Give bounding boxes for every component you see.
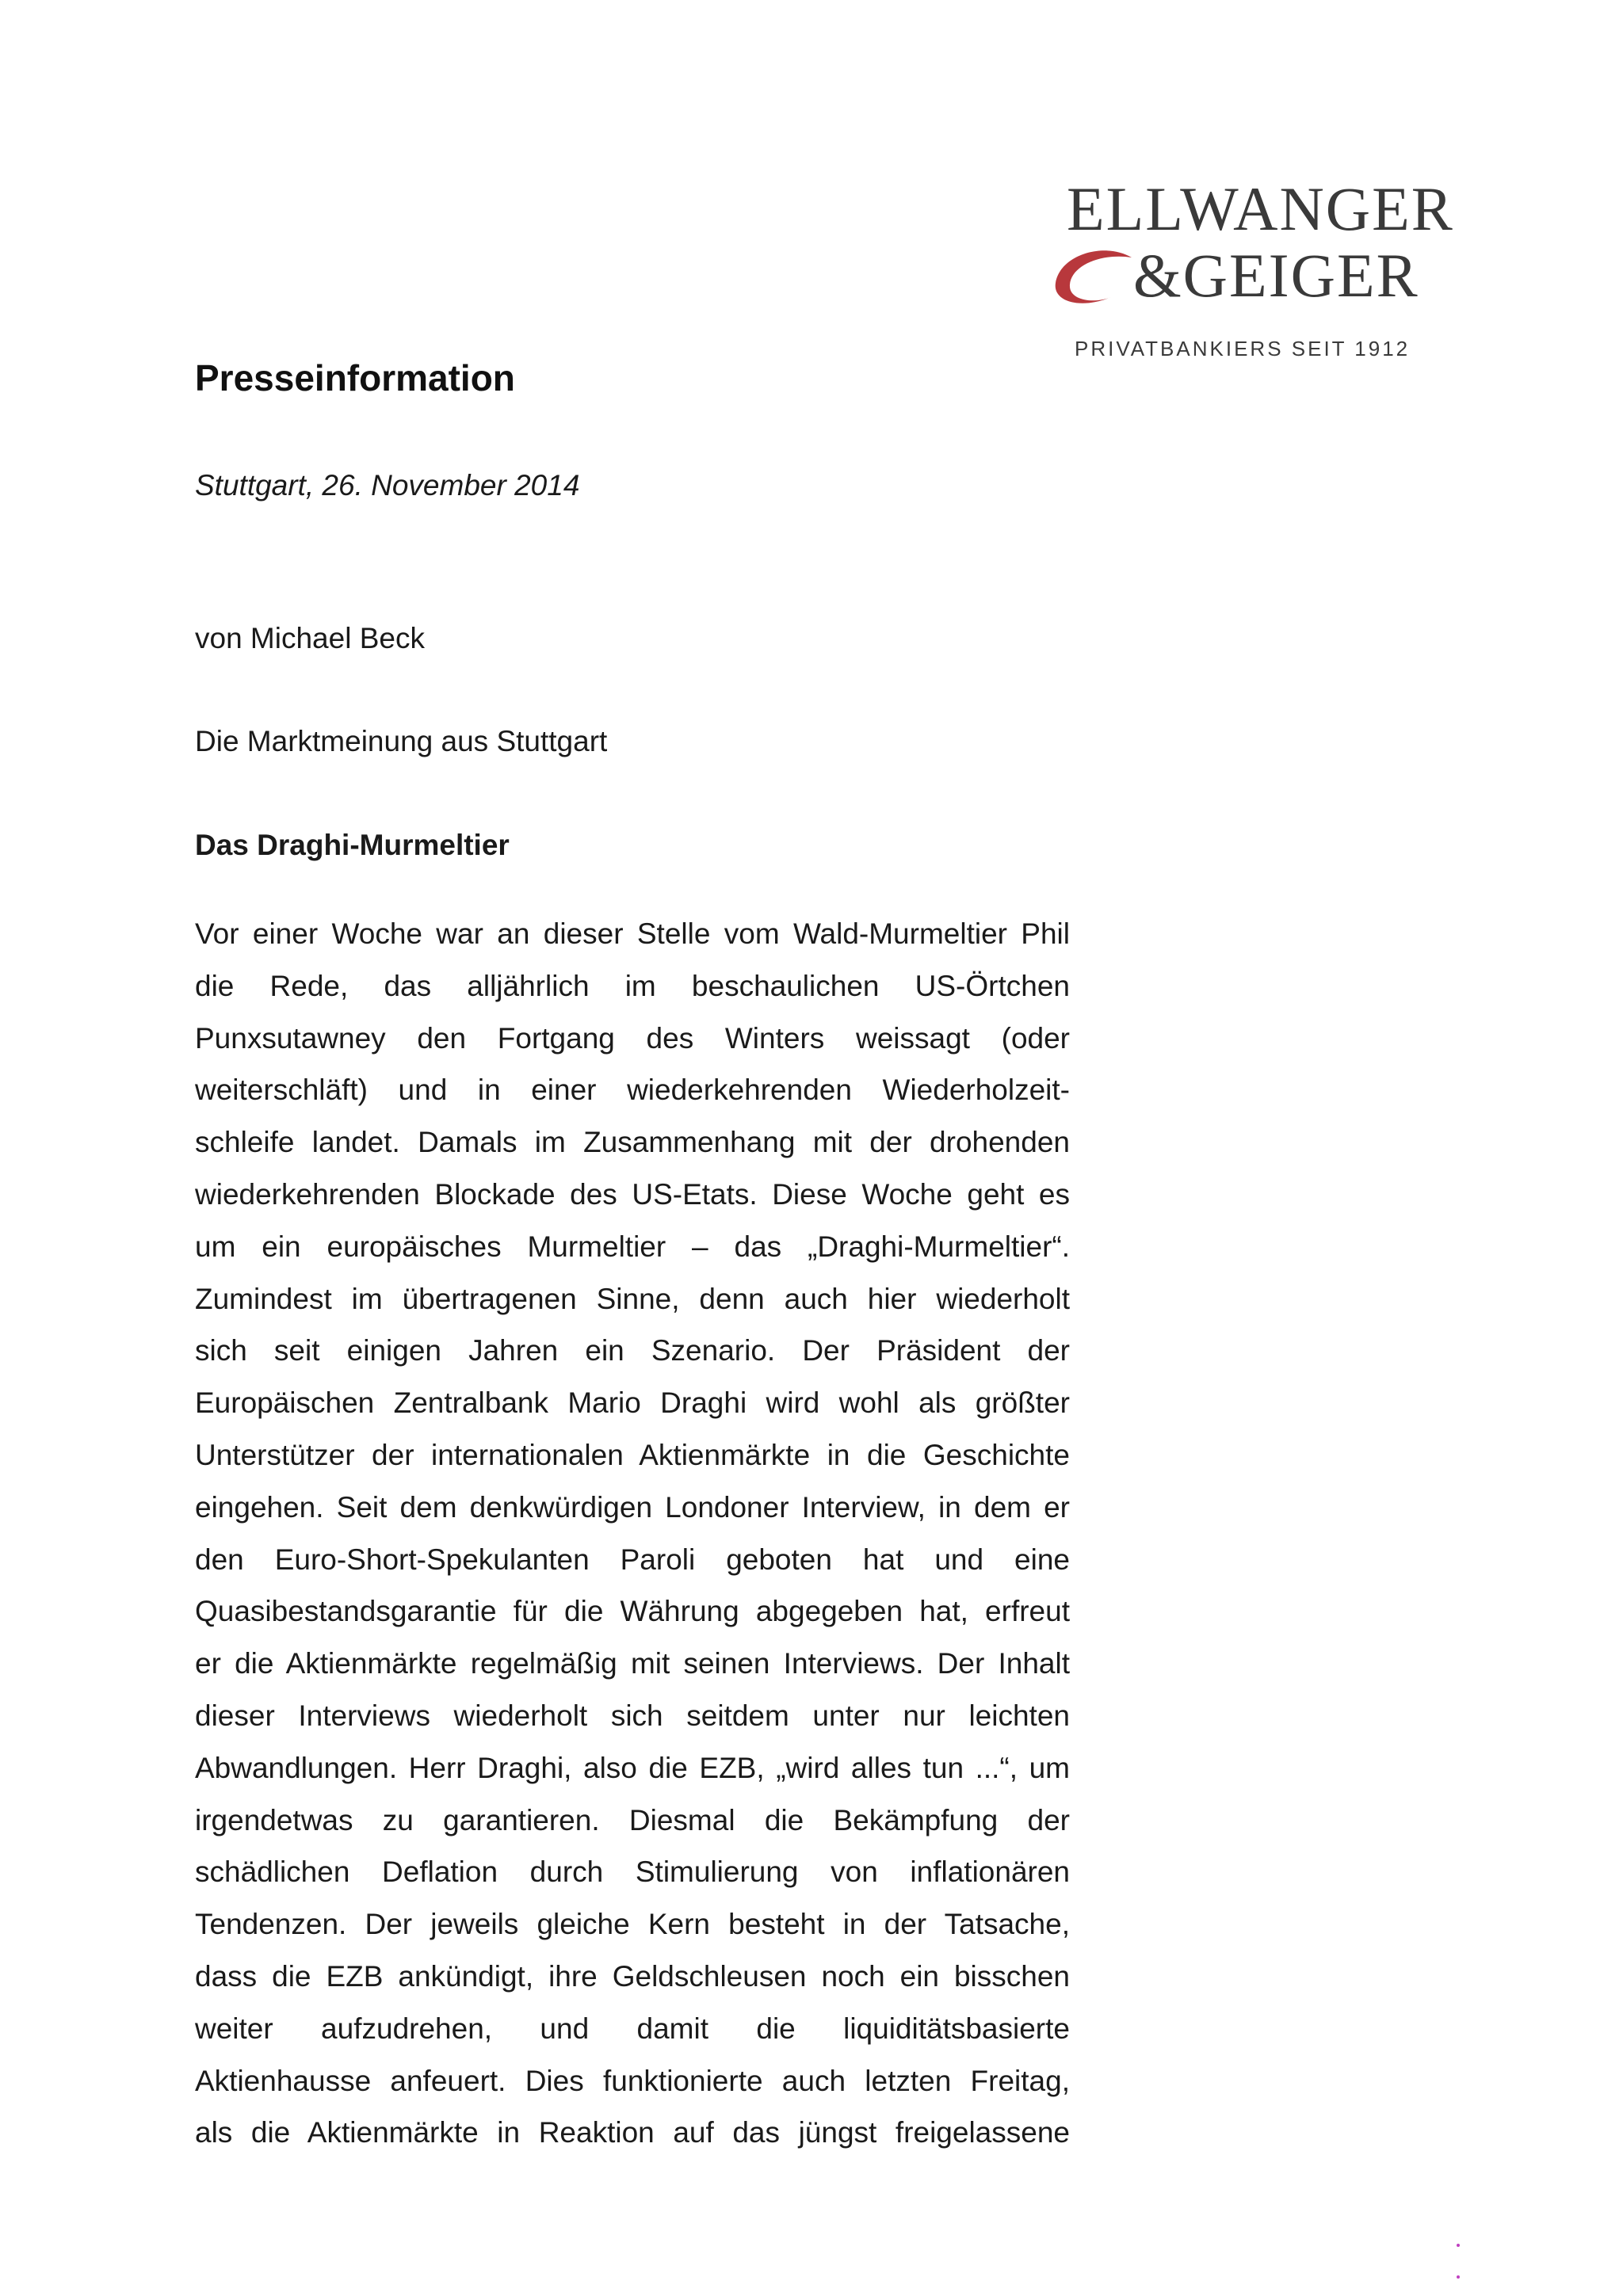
column-name: Die Marktmeinung aus Stuttgart [195, 725, 608, 757]
document-heading: Presseinformation [195, 357, 515, 399]
body-line: Vor einer Woche war an dieser Stelle vom Wald-Murmeltier Phil [195, 917, 1070, 950]
body-line: Zumindest im übertragenen Sinne, denn auch hier wiederholt [195, 1282, 1070, 1315]
logo-text-geiger: &GEIGER [1133, 241, 1419, 310]
logo-tagline: PRIVATBANKIERS SEIT 1912 [1075, 337, 1411, 360]
body-line: dass die EZB ankündigt, ihre Geldschleusen noch ein bisschen [195, 1959, 1070, 1993]
body-line: weiterschläft) und in einer wiederkehrenden Wiederholzeit- [195, 1074, 1070, 1107]
author-line: von Michael Beck [195, 622, 425, 654]
body-line: wiederkehrenden Blockade des US-Etats. Diese Woche geht es [195, 1177, 1070, 1211]
body-line: irgendetwas zu garantieren. Diesmal die Bekämpfung der [195, 1803, 1070, 1836]
body-line: Aktienhausse anfeuert. Dies funktionierte auch letzten Freitag, [195, 2064, 1070, 2097]
article-title: Das Draghi-Murmeltier [195, 829, 510, 861]
bank-logo [1038, 174, 1454, 368]
body-line: Quasibestandsgarantie für die Währung abgegeben hat, erfreut [195, 1595, 1070, 1628]
body-line: Tendenzen. Der jeweils gleiche Kern besteht in der Tatsache, [195, 1908, 1070, 1941]
body-line: schleife landet. Damals im Zusammenhang mit der drohenden [195, 1126, 1070, 1159]
corner-mark [1457, 2244, 1460, 2247]
corner-mark [1457, 2275, 1460, 2279]
body-line: den Euro-Short-Spekulanten Paroli geboten hat und eine [195, 1543, 1070, 1576]
body-line: als die Aktienmärkte in Reaktion auf das jüngst freigelassene [195, 2116, 1070, 2149]
body-line: Europäischen Zentralbank Mario Draghi wird wohl als größter [195, 1386, 1070, 1420]
body-line: Abwandlungen. Herr Draghi, also die EZB, „wird alles tun ...“, um [195, 1751, 1070, 1784]
body-line: weiter aufzudrehen, und damit die liquiditätsbasierte [195, 2012, 1070, 2045]
logo-text-ellwanger: ELLWANGER [1067, 174, 1454, 243]
body-line: schädlichen Deflation durch Stimulierung von inflationären [195, 1855, 1070, 1889]
body-line: die Rede, das alljährlich im beschaulichen US-Örtchen [195, 969, 1070, 1002]
body-line: eingehen. Seit dem denkwürdigen Londoner Interview, in dem er [195, 1490, 1070, 1524]
body-line: sich seit einigen Jahren ein Szenario. Der Präsident der [195, 1334, 1070, 1367]
body-line: um ein europäisches Murmeltier – das „Draghi-Murmeltier“. [195, 1230, 1070, 1263]
body-line: Punxsutawney den Fortgang des Winters weissagt (oder [195, 1021, 1070, 1055]
article-body [195, 908, 1070, 2159]
body-line: dieser Interviews wiederholt sich seitdem unter nur leichten [195, 1699, 1070, 1732]
dateline: Stuttgart, 26. November 2014 [195, 469, 580, 502]
logo-swoosh-icon [1049, 246, 1144, 310]
body-line: Unterstützer der internationalen Aktienmärkte in die Geschichte [195, 1438, 1070, 1471]
body-line: er die Aktienmärkte regelmäßig mit seinen Interviews. Der Inhalt [195, 1647, 1070, 1680]
